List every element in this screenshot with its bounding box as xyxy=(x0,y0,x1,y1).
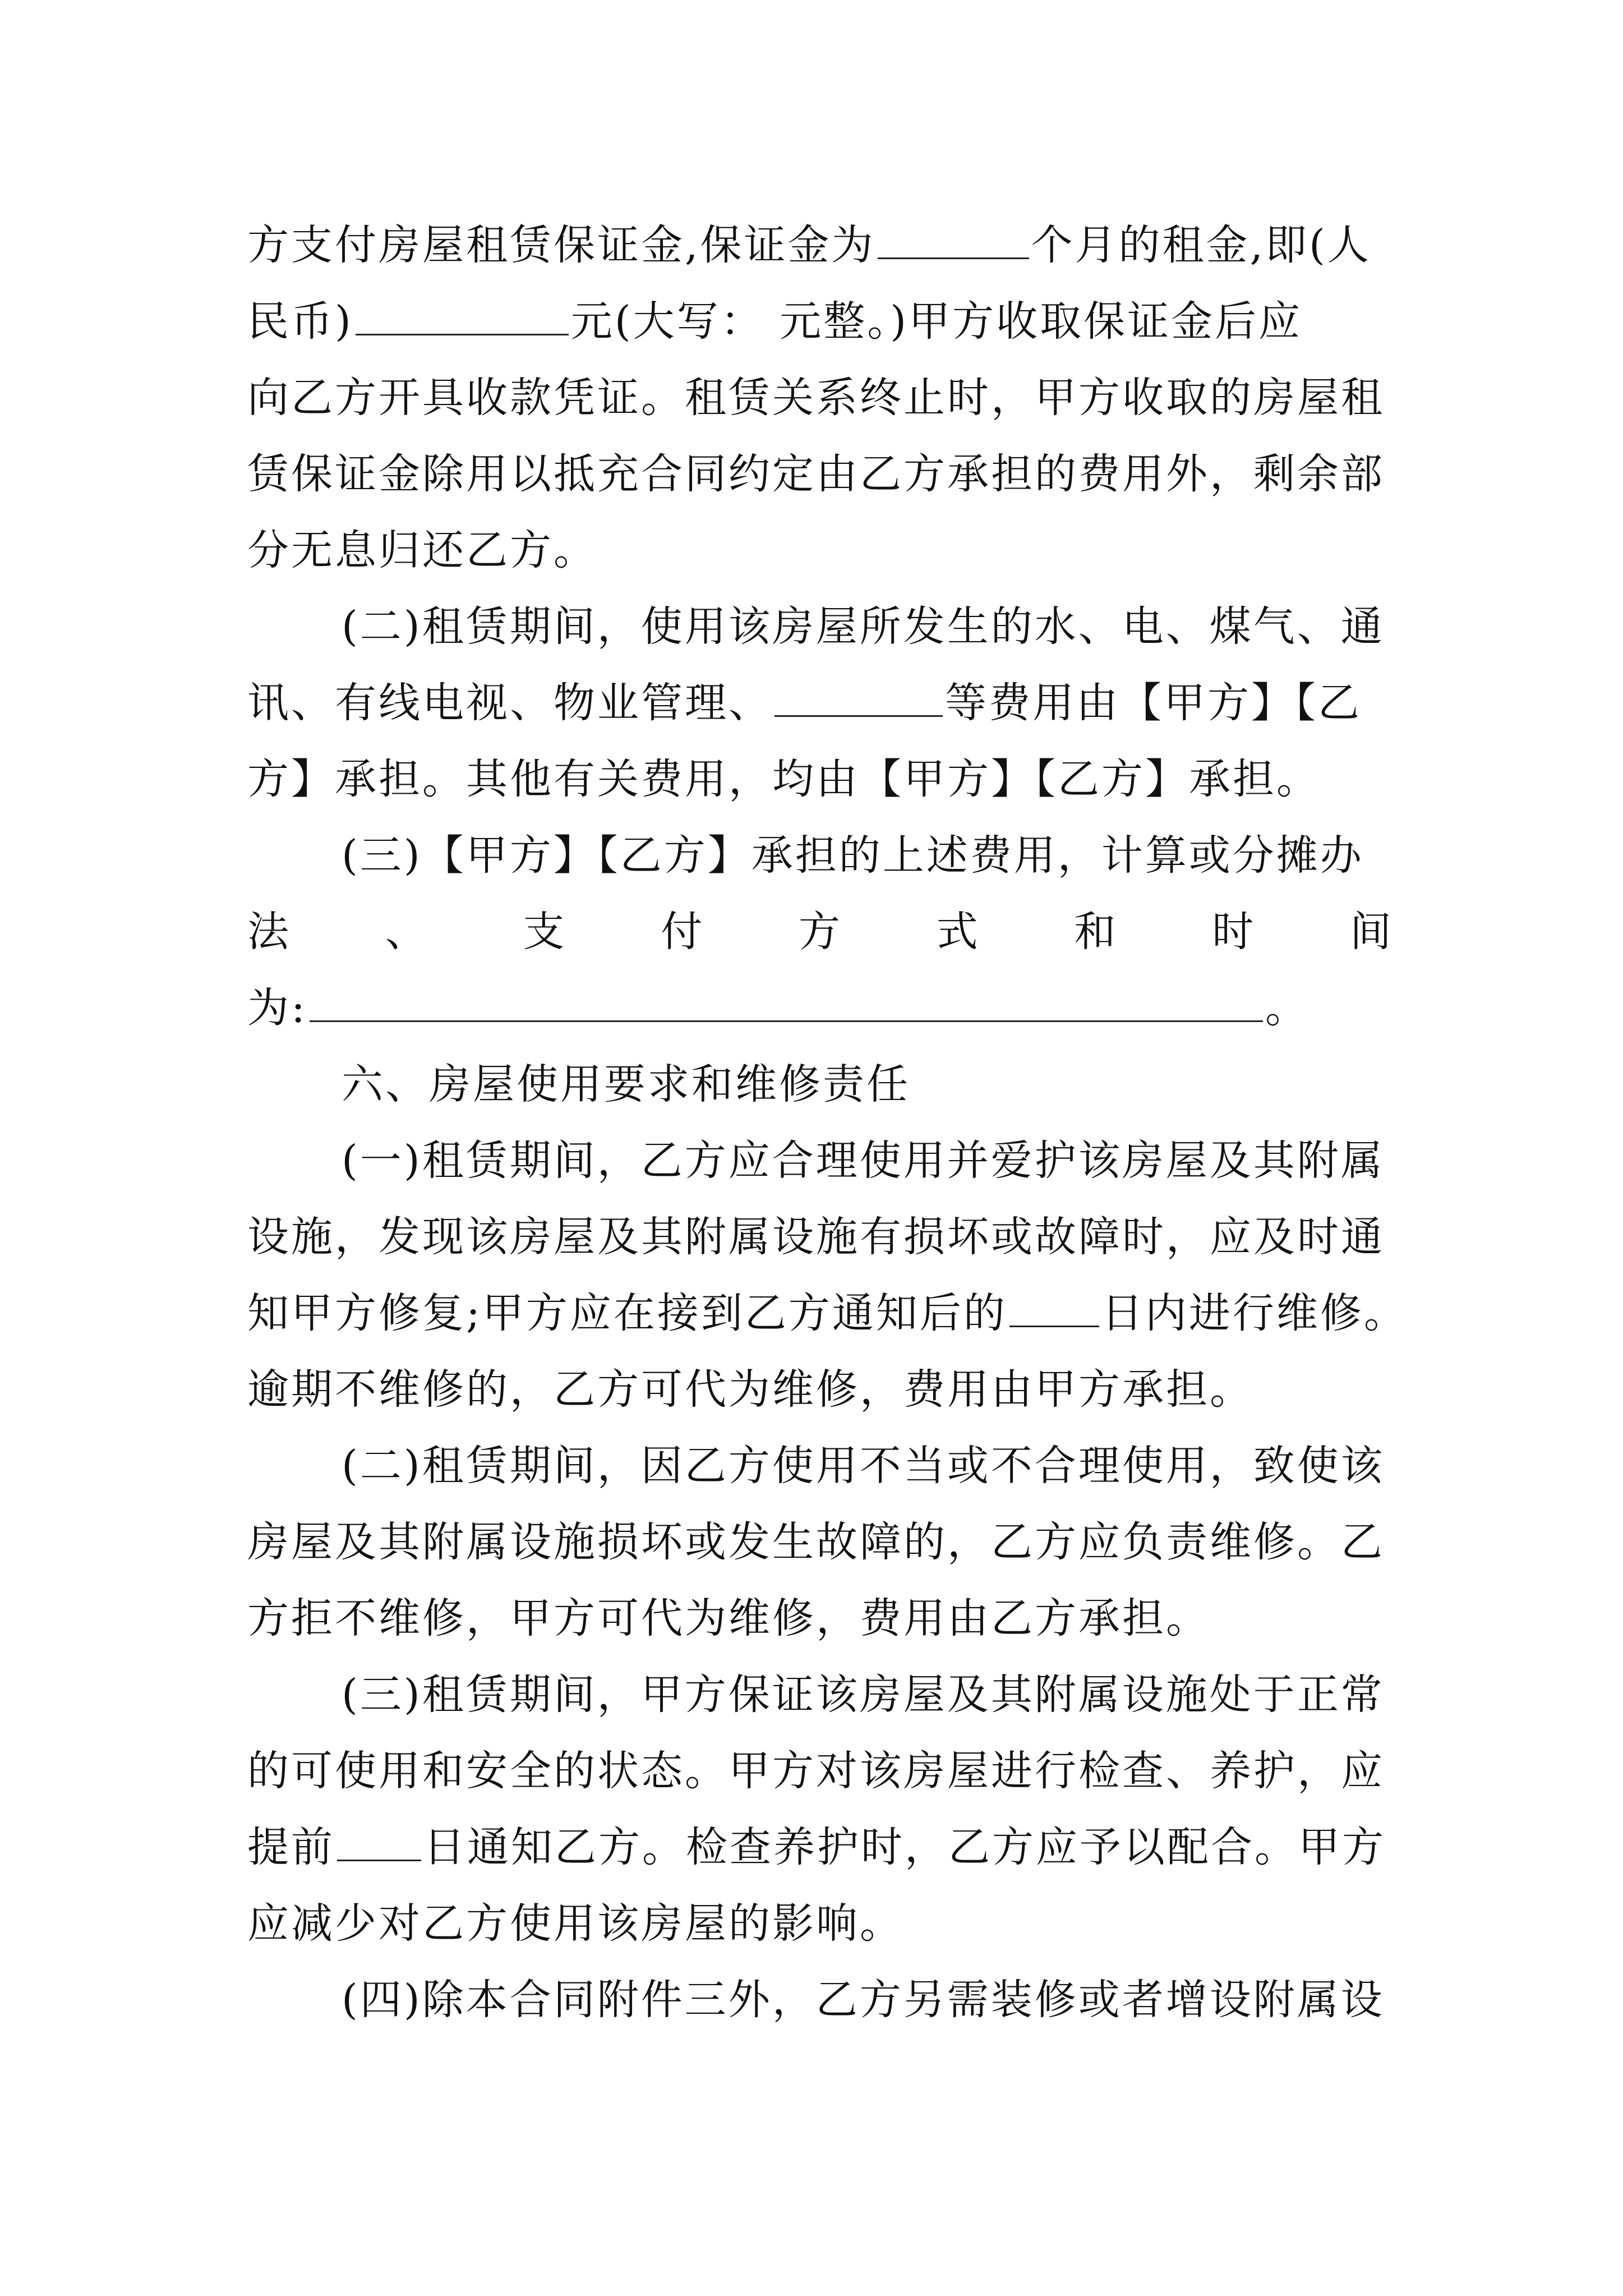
text-segment: 知甲方修复;甲方应在接到乙方通知后的 xyxy=(247,1289,1007,1337)
text-line xyxy=(247,669,1391,737)
text-line xyxy=(247,746,1391,813)
text-line xyxy=(247,517,1391,584)
text-line xyxy=(342,1432,1391,1499)
fill-blank xyxy=(356,295,569,335)
text-segment: 、 xyxy=(385,908,427,956)
text-line xyxy=(342,1127,1391,1194)
text-segment: 元(大写： 元整。)甲方收取保证金后应 xyxy=(570,297,1303,346)
text-line xyxy=(247,1203,1391,1271)
fill-blank xyxy=(1009,1286,1099,1327)
fill-blank xyxy=(774,676,943,717)
text-line xyxy=(342,1966,1391,2033)
text-segment: 方 xyxy=(799,908,840,956)
text-segment: 向乙方开具收款凭证。租赁关系终止时，甲方收取的房屋租 xyxy=(247,374,1385,422)
text-segment: 方】承担。其他有关费用，均由【甲方】【乙方】承担。 xyxy=(247,755,1320,803)
text-segment: 等费用由【甲方】【乙 xyxy=(945,679,1362,727)
text-line xyxy=(247,440,1391,508)
text-segment: 的可使用和安全的状态。甲方对该房屋进行检查、养护，应 xyxy=(247,1747,1385,1795)
text-segment: (一)租赁期间，乙方应合理使用并爱护该房屋及其附属 xyxy=(342,1137,1385,1185)
text-segment: 和 xyxy=(1074,908,1116,956)
section-heading xyxy=(342,1051,1391,1118)
text-segment: 日通知乙方。检查养护时，乙方应予以配合。甲方 xyxy=(423,1823,1386,1871)
text-line xyxy=(342,593,1391,660)
text-segment: 日内进行维修。 xyxy=(1101,1289,1408,1337)
text-segment: 个月的租金,即(人 xyxy=(1031,221,1371,269)
text-line xyxy=(342,1661,1391,1728)
text-line xyxy=(342,822,1391,889)
text-segment: 时 xyxy=(1212,908,1254,956)
text-line xyxy=(247,1814,1391,1881)
text-segment: 为: xyxy=(247,984,307,1032)
text-line xyxy=(247,1737,1391,1805)
text-segment: 付 xyxy=(661,908,703,956)
text-segment: (二)租赁期间，使用该房屋所发生的水、电、煤气、通 xyxy=(342,602,1385,651)
fill-blank xyxy=(337,1820,421,1861)
text-segment: 支 xyxy=(523,908,565,956)
text-segment: 方拒不维修，甲方可代为维修，费用由乙方承担。 xyxy=(247,1594,1210,1642)
fill-blank xyxy=(878,218,1029,259)
text-segment: (三)租赁期间，甲方保证该房屋及其附属设施处于正常 xyxy=(342,1671,1385,1719)
text-line xyxy=(247,1280,1408,1347)
text-segment: 。 xyxy=(1265,984,1309,1032)
text-segment: 房屋及其附属设施损坏或发生故障的，乙方应负责维修。乙 xyxy=(247,1518,1385,1566)
text-segment: 法 xyxy=(247,908,289,956)
text-segment: (四)除本合同附件三外，乙方另需装修或者增设附属设 xyxy=(342,1976,1385,2024)
text-segment: 讯、有线电视、物业管理、 xyxy=(247,679,772,727)
text-segment: 应减少对乙方使用该房屋的影响。 xyxy=(247,1899,903,1948)
text-segment: 分无息归还乙方。 xyxy=(247,526,597,574)
text-segment: 六、房屋使用要求和维修责任 xyxy=(342,1060,910,1108)
text-segment: 提前 xyxy=(247,1823,335,1871)
text-segment: 式 xyxy=(936,908,978,956)
text-segment: (三)【甲方】【乙方】承担的上述费用，计算或分摊办 xyxy=(342,831,1364,880)
text-segment: 间 xyxy=(1350,908,1391,956)
text-segment: 方支付房屋租赁保证金,保证金为 xyxy=(247,221,875,269)
text-segment: 民币) xyxy=(247,297,353,346)
text-segment: (二)租赁期间，因乙方使用不当或不合理使用，致使该 xyxy=(342,1442,1385,1490)
text-line xyxy=(247,1508,1391,1576)
text-segment: 逾期不维修的，乙方可代为维修，费用由甲方承担。 xyxy=(247,1365,1253,1414)
text-segment: 赁保证金除用以抵充合同约定由乙方承担的费用外，剩余部 xyxy=(247,450,1385,498)
text-line xyxy=(247,1890,1391,1957)
text-segment: 设施，发现该房屋及其附属设施有损坏或故障时，应及时通 xyxy=(247,1213,1385,1261)
text-line xyxy=(247,974,1391,1042)
text-line xyxy=(247,211,1391,279)
text-line xyxy=(247,1585,1391,1652)
text-line xyxy=(247,1356,1391,1423)
text-line xyxy=(247,364,1391,431)
fill-blank xyxy=(310,981,1263,1022)
text-line xyxy=(247,288,1391,355)
text-line xyxy=(247,898,1391,965)
